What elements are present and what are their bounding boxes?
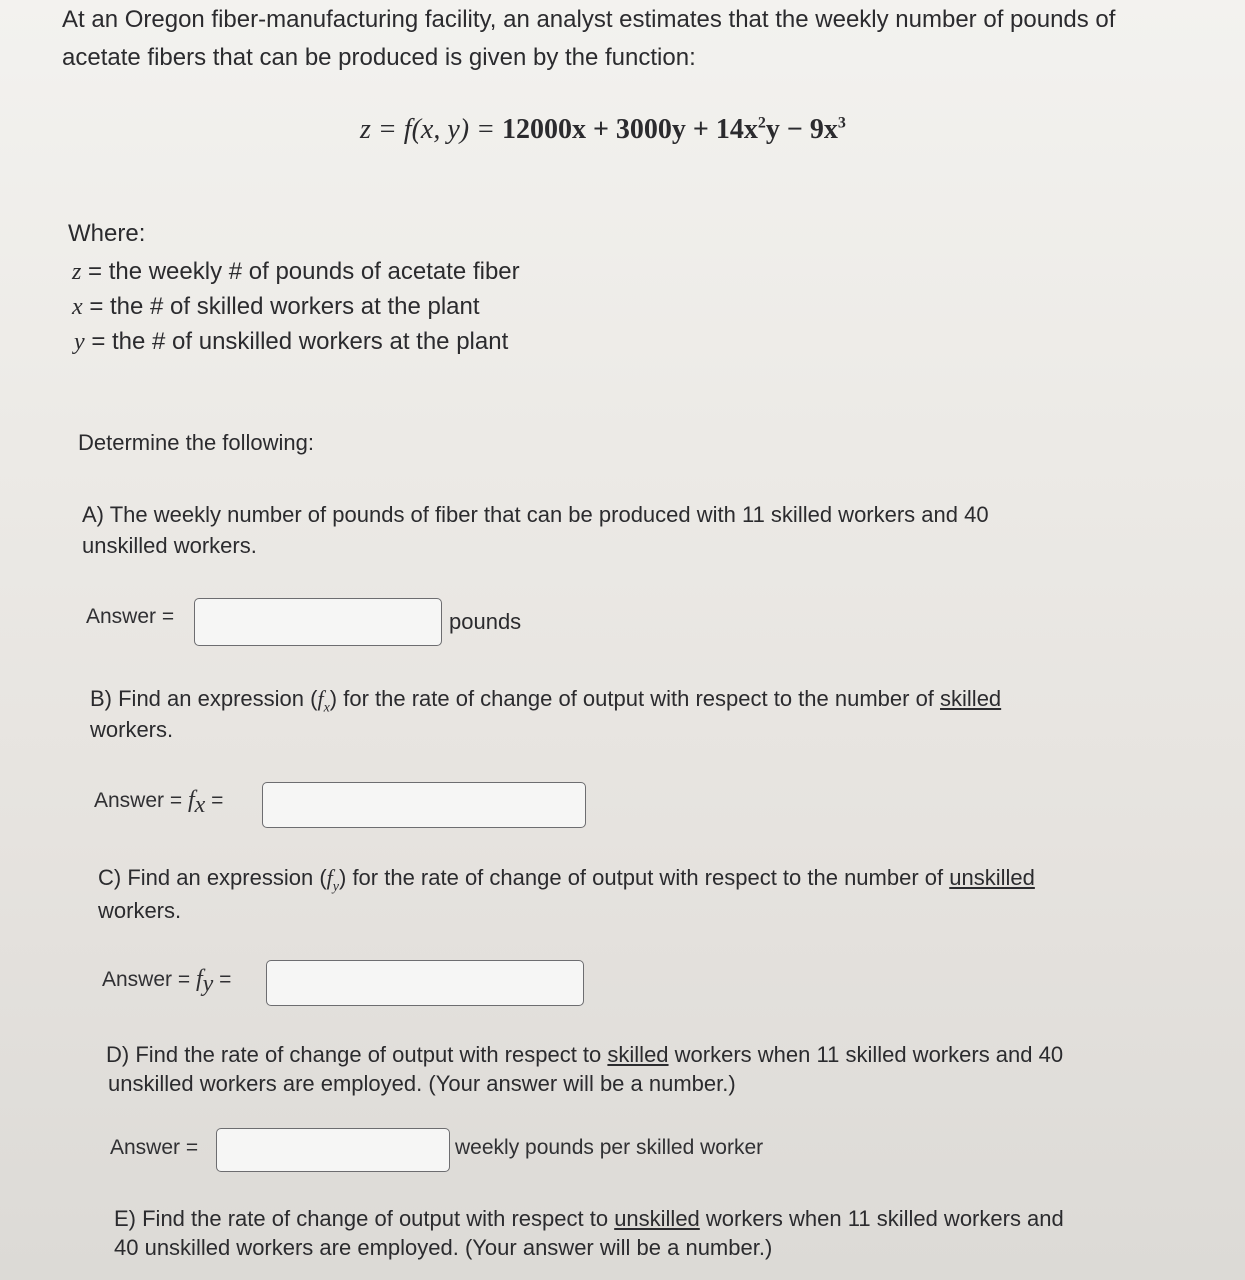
part-c-answer-box [266,960,584,1006]
part-b-emphasis: skilled [940,686,1002,711]
where-z-line [72,256,520,288]
instructions: Determine the following: [78,430,315,455]
part-b-answer-eq: = [205,789,224,812]
formula-exp-1: 2 [757,114,766,132]
z-definition: = the weekly # of pounds of acetate fiber [81,258,520,285]
part-b-answer-box [262,782,586,828]
part-c-question-line-1 [98,863,1035,902]
part-d-answer-label: Answer = [110,1136,199,1159]
part-c-sub: y [332,879,339,895]
intro-line-2: acetate fibers that can be produced is given by the function: [62,44,696,71]
part-b-question-line-2: workers. [90,717,174,742]
part-a-answer-label: Answer = [86,605,175,628]
part-a-question-line-2: unskilled workers. [82,533,257,558]
part-c-answer-eq: = [213,968,232,991]
part-e-text-b: workers when 11 skilled workers and [699,1206,1064,1231]
y-definition: = the # of unskilled workers at the plant [84,328,509,355]
part-d-question-line-1 [106,1040,1063,1070]
part-a-unit: pounds [449,609,522,634]
where-heading: Where: [68,220,146,247]
formula-exp-2: 3 [837,114,846,132]
y-variable: y [74,329,85,355]
part-c-text-a: C) Find an expression ( [98,865,327,890]
part-b-func: f [317,686,324,711]
part-c-answer-sub: y [202,971,214,998]
part-b-answer-sub: x [194,792,206,819]
part-d-text-a: D) Find the rate of change of output with respect to [106,1042,608,1067]
where-x-line [72,291,480,323]
part-b-sub: x [323,700,330,716]
part-a-answer-input[interactable] [195,599,441,645]
part-c-answer-text: Answer = [102,968,196,991]
part-c-text-b: ) for the rate of change of output with respect to the number of [339,865,950,890]
part-c-func: f [326,865,333,890]
formula-term-1: 12000x + 3000y + 14x [501,114,758,145]
part-b-answer-func: f [187,787,195,813]
part-d-question-line-2: unskilled workers are employed. (Your answer will be a number.) [108,1071,736,1096]
part-b-text-a: B) Find an expression ( [90,686,318,711]
part-e-emphasis: unskilled [614,1206,700,1231]
part-c-question-line-2: workers. [98,898,182,923]
formula-lhs: z = f(x, y) = [360,114,502,145]
part-d-answer-input[interactable] [217,1129,449,1171]
part-b-answer-input[interactable] [263,783,585,827]
part-e-text-a: E) Find the rate of change of output with respect to [114,1206,615,1231]
part-c-emphasis: unskilled [949,865,1035,890]
part-d-answer-box [216,1128,450,1172]
where-y-line [74,326,508,358]
part-b-answer-label [94,787,223,819]
intro-line-1: At an Oregon fiber-manufacturing facility, an analyst estimates that the weekly number of pounds of [62,6,1116,33]
x-definition: = the # of skilled workers at the plant [82,293,480,320]
part-d-text-b: workers when 11 skilled workers and 40 [668,1042,1064,1067]
part-c-answer-func: f [195,966,203,992]
part-a-answer-box [194,598,442,646]
part-b-answer-text: Answer = [94,789,188,812]
formula-term-2: y − 9x [765,114,838,145]
part-e-question-line-1 [114,1204,1064,1234]
part-d-emphasis: skilled [607,1042,669,1067]
part-c-answer-label [102,966,231,998]
part-c-answer-input[interactable] [267,961,583,1005]
part-b-text-b: ) for the rate of change of output with respect to the number of [329,686,941,711]
part-b-question-line-1 [90,684,1001,723]
part-a-question-line-1: A) The weekly number of pounds of fiber that can be produced with 11 skilled workers and 40 [82,502,989,527]
z-variable: z [72,259,82,285]
x-variable: x [72,294,83,320]
part-e-question-line-2: 40 unskilled workers are employed. (Your answer will be a number.) [114,1235,773,1260]
production-function [360,114,846,146]
part-d-unit: weekly pounds per skilled worker [455,1136,764,1159]
